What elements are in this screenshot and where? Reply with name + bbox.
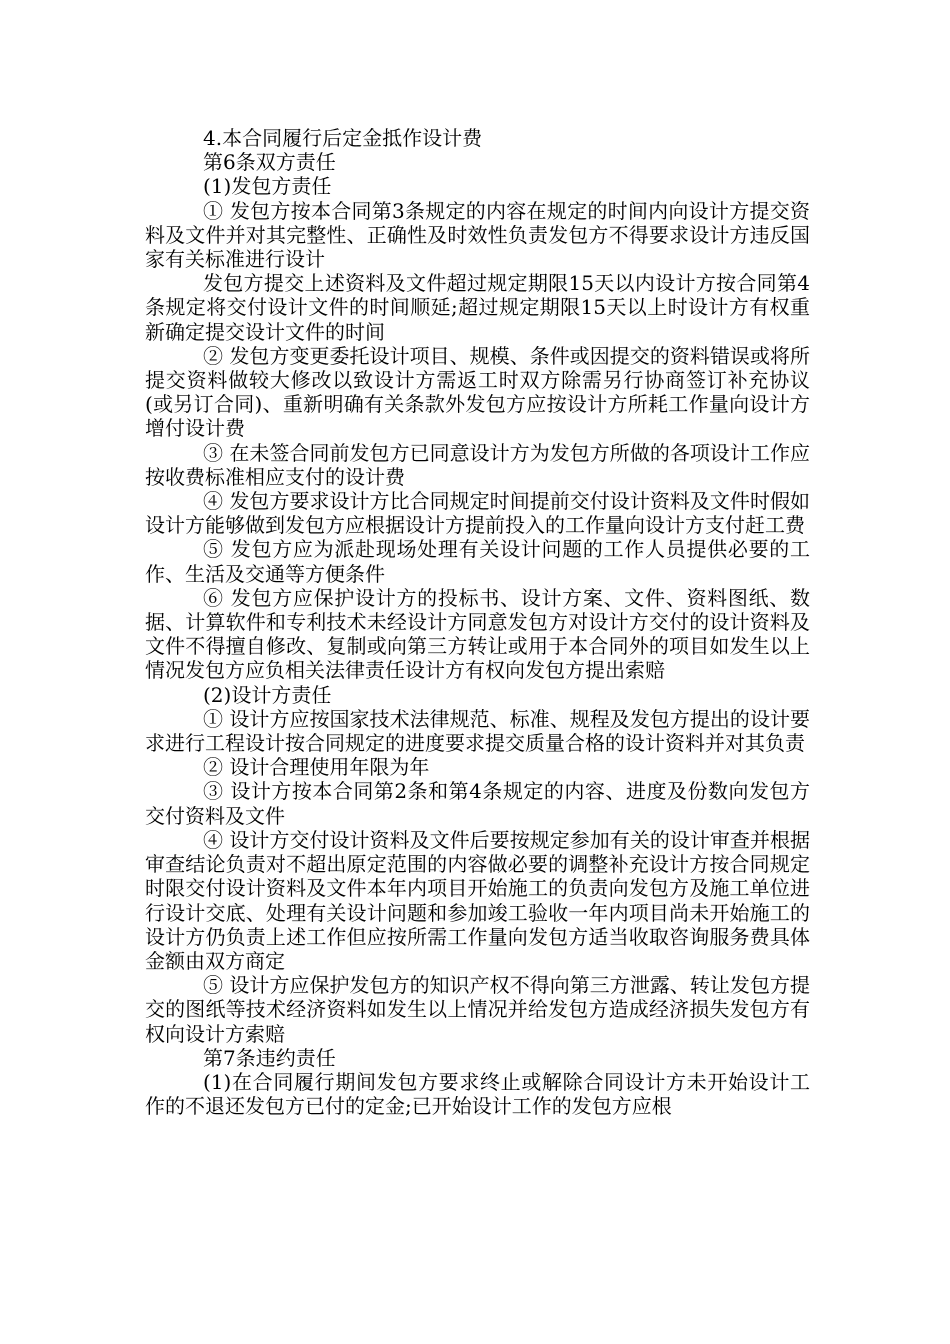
paragraph-designer-duty-5: ⑤ 设计方应保护发包方的知识产权不得向第三方泄露、转让发包方提交的图纸等技术经济资料如发生以上情况并给发包方造成经济损失发包方有权向设计方索赔 bbox=[145, 973, 810, 1046]
document-body bbox=[145, 126, 810, 1118]
paragraph-client-duty-5: ⑤ 发包方应为派赴现场处理有关设计问题的工作人员提供必要的工作、生活及交通等方便条件 bbox=[145, 537, 810, 586]
paragraph-client-duty-4: ④ 发包方要求设计方比合同规定时间提前交付设计资料及文件时假如设计方能够做到发包方应根据设计方提前投入的工作量向设计方支付赶工费 bbox=[145, 489, 810, 538]
paragraph-designer-duty-4: ④ 设计方交付设计资料及文件后要按规定参加有关的设计审查并根据审查结论负责对不超出原定范围的内容做必要的调整补充设计方按合同规定时限交付设计资料及文件本年内项目开始施工的负责向发包方及施工单位进行设计交底、处理有关设计问题和参加竣工验收一年内项目尚未开始施工的设计方仍负责上述工作但应按所需工作量向发包方适当收取咨询服务费具体金额由双方商定 bbox=[145, 827, 810, 973]
paragraph-client-duty-3: ③ 在未签合同前发包方已同意设计方为发包方所做的各项设计工作应按收费标准相应支付的设计费 bbox=[145, 440, 810, 489]
paragraph-client-duty-2: ② 发包方变更委托设计项目、规模、条件或因提交的资料错误或将所提交资料做较大修改以致设计方需返工时双方除需另行协商签订补充协议(或另订合同)、重新明确有关条款外发包方应按设计方所耗工作量向设计方增付设计费 bbox=[145, 343, 810, 441]
paragraph-deposit-clause: 4.本合同履行后定金抵作设计费 bbox=[203, 126, 483, 150]
paragraph-breach-1: (1)在合同履行期间发包方要求终止或解除合同设计方未开始设计工作的不退还发包方已付的定金;已开始设计工作的发包方应根 bbox=[145, 1069, 810, 1119]
subheading-designer-duties: (2)设计方责任 bbox=[203, 682, 332, 707]
paragraph-designer-duty-2: ② 设计合理使用年限为年 bbox=[203, 755, 430, 780]
heading-article-7: 第7条违约责任 bbox=[203, 1045, 336, 1070]
subheading-client-duties: (1)发包方责任 bbox=[203, 174, 332, 199]
paragraph-designer-duty-1: ① 设计方应按国家技术法律规范、标准、规程及发包方提出的设计要求进行工程设计按合同规定的进度要求提交质量合格的设计资料并对其负责 bbox=[145, 706, 810, 756]
paragraph-client-duty-6: ⑥ 发包方应保护设计方的投标书、设计方案、文件、资料图纸、数据、计算软件和专利技术未经设计方同意发包方对设计方交付的设计资料及文件不得擅自修改、复制或向第三方转让或用于本合同外的项目如发生以上情况发包方应负相关法律责任设计方有权向发包方提出索赔 bbox=[145, 585, 810, 683]
heading-article-6: 第6条双方责任 bbox=[203, 150, 336, 175]
paragraph-client-duty-1-delay: 发包方提交上述资料及文件超过规定期限15天以内设计方按合同第4条规定将交付设计文件的时间顺延;超过规定期限15天以上时设计方有权重新确定提交设计文件的时间 bbox=[145, 271, 810, 344]
paragraph-client-duty-1: ① 发包方按本合同第3条规定的内容在规定的时间内向设计方提交资料及文件并对其完整性、正确性及时效性负责发包方不得要求设计方违反国家有关标准进行设计 bbox=[145, 198, 810, 272]
paragraph-designer-duty-3: ③ 设计方按本合同第2条和第4条规定的内容、进度及份数向发包方交付资料及文件 bbox=[145, 779, 810, 828]
